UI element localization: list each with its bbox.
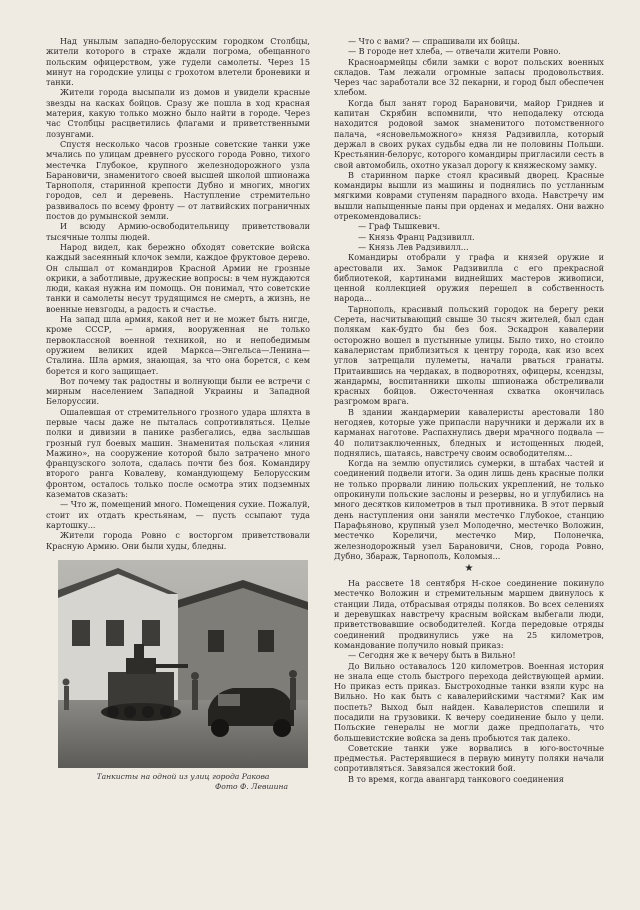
tank-street-photo (58, 560, 308, 768)
paragraph: В старинном парке стоял красивый дворец. Красные командиры вышли из машины и поднялись по устланным мягкими коврами ступеням парадного входа. Навстречу им вышли напыщенные паны при орденах и медалях. Они важно отрекомендовались: (334, 169, 604, 222)
paragraph: — Что ж, помещений много. Помещения сухие. Пожалуй, стоит их отдать крестьянам, — пусть ссыпают туда картошку... (46, 499, 310, 530)
paragraph: Командиры отобрали у графа и князей оружие и арестовали их. Замок Радзивилла с его прекрасной библиотекой, картинами виднейших мастеров живописи, ценной коллекцией оружия перешел в собственность народа... (334, 252, 604, 304)
photo-block (58, 560, 308, 792)
paragraph: — Что с вами? — спрашивали их бойцы. (348, 36, 520, 46)
paragraph: В то время, когда авангард танкового соединения (348, 773, 564, 784)
left-text-column (46, 36, 310, 551)
paragraph: Вот почему так радостны и волнующи были ее встречи с мирным населением Западной Украины и Западной Белоруссии. (46, 375, 310, 407)
paragraph: Тарнополь, красивый польский городок на берегу реки Серета, насчитывающий свыше 30 тысяч жителей, был сдан полякам как-будто бы без боя. Эскадрон кавалерии осторожно вошел в пустынные улицы. Было тихо, но стоило кавалеристам приблизиться к центру города, как изо всех углов затрещали пулеметы, начали рваться гранаты. Притаившись на чердаках, в подворотнях, офицеры, ксендзы, жандармы, воспитанники школы шпионажа обстреливали красных бойцов. Ожесточенная схватка окончилась разгромом врага. (334, 303, 604, 407)
name-line: — Князь Франц Радзивилл. (358, 231, 475, 242)
paragraph: Над унылым западно-белорусским городком Столбцы, жители которого в страхе ждали погрома, обещанного польским офицерством, уже гудели самолеты. Через 15 минут на городские улицы с грохотом влетели броневики и танки. (46, 36, 310, 88)
paragraph: Советские танки уже ворвались в юго-восточные предместья. Растерявшиеся в первую минуту поляки начали сопротивляться. Завязался жестокий бой. (334, 742, 604, 774)
star-divider-icon: ★ (464, 563, 474, 575)
name-line: — Граф Тышкевич. (358, 221, 441, 232)
paragraph: До Вильно оставалось 120 километров. Военная история не знала еще столь быстрого перехода действующей армии. Но приказ есть приказ. Быстроходные танки взяли курс на Вильно. Но как быть с кавалерийскими частями? Как им поспеть? Выход был найден. Кавалеристов спешили и посадили на грузовики. К вечеру соединение было у цели. Польские генералы не могли даже предполагать, что большевистские войска за день пробьются так далеко. (334, 660, 604, 743)
right-text-column (334, 36, 604, 784)
paragraph: На запад шла армия, какой нет и не может быть нигде, кроме СССР, — армия, вооруженная не только первоклассной военной техникой, но и непобедимым оружием великих идей Маркса—Энгельса—Ленина—Сталина. Шла армия, знающая, за что она борется, с кем борется и кого защищает. (46, 314, 310, 376)
paragraph: Спустя несколько часов грозные советские танки уже мчались по улицам древнего русского города Ровно, тихого местечка Глубокое, крупного железнодорожного узла Барановичи, знаменитого своей высшей школой шпионажа Тарнополя, старинной крепости Дубно и многих, многих городов, сел и деревень. Наступление стремительно развивалось по всему фронту — от латвийских пограничных постов до румынской земли. (46, 138, 310, 222)
photo-caption (58, 772, 308, 792)
paragraph: В здании жандармерии кавалеристы арестовали 180 негодяев, которые уже припасли наручники и держали их в карманах наготове. Распахнулись двери мрачного подвала — 40 политзаключенных, бледных и истощенных людей, поднялись, шатаясь, навстречу своим освободителям... (334, 406, 604, 458)
paragraph: Когда на землю опустились сумерки, в штабах частей и соединений подвели итоги. За один лишь день красные полки не только прорвали линию польских укреплений, не только опрокинули польские заслоны и резервы, но и углубились на много десятков километров в тыл противника. В этот первый день наступления они заняли местечко Глубокое, станцию Парафьяново, крупный узел Молодечно, местечко Воложин, местечко Кореличи, местечко Мир, Полонечка, железнодорожный узел Барановичи, Снов, города Ровно, Дубно, Збараж, Тарнополь, Коломыя... (334, 458, 604, 561)
paragraph: Ошалевшая от стремительного грозного удара шляхта в первые часы даже не пыталась сопротивляться. Целые полки и дивизии в панике разбегались, едва заслышав грозный гул боевых машин. Знаменитая польская «линия Мажино», на сооружение которой было затрачено много французского золота, сдалась почти без боя. Командиру второго ранга Ковалеву, командующему Белорусским фронтом, осталось только после осмотра этих подземных казематов сказать: (46, 406, 310, 500)
paragraph: Жители города высыпали из домов и увидели красные звезды на касках бойцов. Сразу же пошла в ход красная материя, какую только можно было найти в городе. Через час Столбцы расцветились флагами и приветственными лозунгами. (46, 87, 310, 139)
photo-credit: Фото Ф. Левшина (214, 782, 288, 791)
name-line: — Князь Лев Радзивилл... (358, 241, 469, 252)
paragraph: Народ видел, как бережно обходят советские войска каждый засеянный клочок земли, каждое фруктовое дерево. Он слышал от командиров Красной Армии не грозные окрики, а заботливые, дружеские вопросы: в чем нуждаются люди, какая нужна им помощь. Он понимал, что советские танки и самолеты несут трудящимся не смерть, а жизнь, не военные невзгоды, а радость и счастье. (46, 241, 310, 314)
paragraph: — Сегодня же к вечеру быть в Вильно! (348, 650, 516, 661)
paragraph: Красноармейцы сбили замки с ворот польских военных складов. Там лежали огромные запасы продовольствия. Через час заработали все 32 пекарни, и город был обеспечен хлебом. (334, 56, 604, 98)
paragraph: И всюду Армию-освободительницу приветствовали тысячные толпы людей. (46, 221, 310, 242)
paragraph: Когда был занят город Барановичи, майор Гриднев и капитан Скрябин вспомнили, что неподалеку отсюда находится родовой замок знаменитого потомственного палача, «ясновельможного» князя Радзивилла, который держал в своих руках судьбы едва ли не половины Польши. Крестьянин-белорус, которого командиры пригласили сесть в свой автомобиль, охотно указал дорогу к княжескому замку. (334, 97, 604, 170)
paragraph: На рассвете 18 сентября Н-ское соединение покинуло местечко Воложин и стремительным маршем двинулось к станции Лида, отбрасывая отряды поляков. Во всех селениях и деревушках навстречу красным войскам выбегали люди, приветствовавшие освободителей. Когда передовые отряды соединений продвинулись уже на 25 километров, командование получило новый приказ: (334, 578, 604, 650)
paragraph: — В городе нет хлеба, — отвечали жители Ровно. (348, 46, 561, 57)
paragraph: Жители города Ровно с восторгом приветствовали Красную Армию. Они были худы, бледны. (46, 530, 310, 551)
caption-text: Танкисты на одной из улиц города Ракова (96, 772, 270, 781)
